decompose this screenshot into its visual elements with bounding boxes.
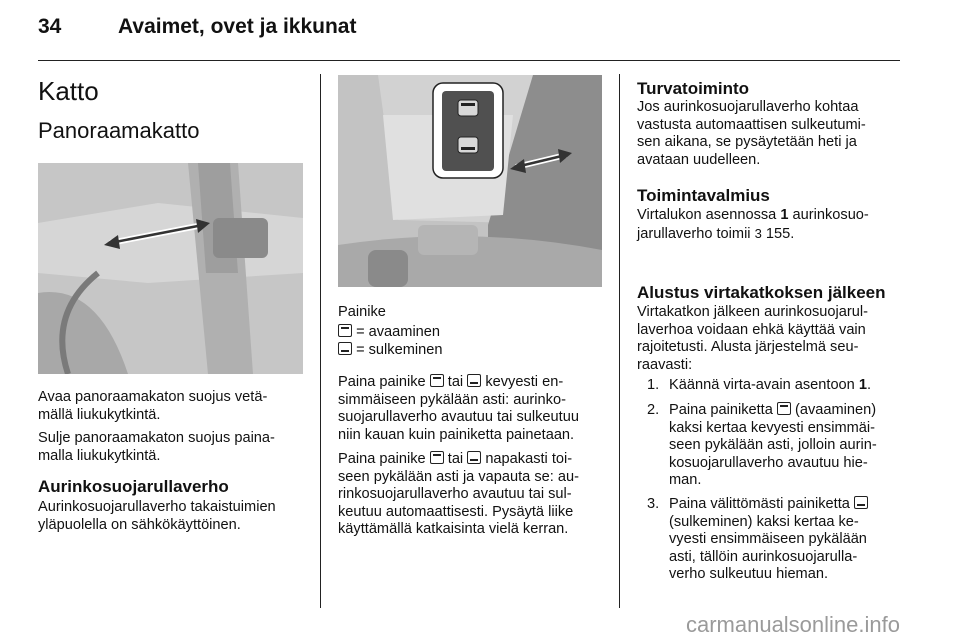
text: käyttämällä katkaisinta vielä kerran. [338,521,569,537]
text: rinkosuojarullaverho avautuu tai sul- [338,486,572,502]
column-divider-1 [320,74,321,608]
reference-arrow-icon[interactable] [755,226,762,241]
text: man. [669,472,702,488]
text: Paina välittömästi painiketta [669,496,850,512]
line: malla liukukytkintä. [38,447,161,464]
line: rajoitetusti. Alusta järjestelmä seu- [637,339,859,355]
header-rule [38,60,900,61]
paragraph-ready [637,207,907,243]
figure-caption: Painike [338,304,386,320]
legend-close-text: = sulkeminen [356,342,443,358]
text: jarullaverho toimii [637,225,751,242]
chapter-title: Avaimet, ovet ja ikkunat [118,15,357,38]
text: seen pykälään asti, jolloin aurin- [669,437,877,453]
line: vastusta automaattisen sulkeutumi- [637,116,866,133]
list-number: 1. [647,377,660,393]
list-text [669,377,909,395]
text: aurinkosuo- [792,207,869,223]
text: . [866,377,872,393]
open-button-icon [430,374,444,387]
panoramic-roof-illustration [38,163,303,374]
safety-heading: Turvatoiminto [637,79,750,98]
open-button-icon [777,402,791,415]
paragraph-init [637,304,912,374]
paragraph-open-roof [38,389,308,424]
text: kaksi kertaa kevyesti ensimmäi- [669,419,875,436]
text: asti, tällöin aurinkosuojarulla- [669,548,858,565]
text: simmäiseen pykälään asti: aurinko- [338,391,566,408]
line: Jos aurinkosuojarullaverho kohtaa [637,99,859,115]
watermark: carmanualsonline.info [685,612,900,637]
list-number: 3. [647,496,660,512]
text: niin kauan kuin painiketta painetaan. [338,426,575,443]
roof-slider-figure [38,163,303,374]
paragraph-close-roof [38,430,308,465]
text: kosuojarullaverho avautuu hie- [669,454,868,471]
text: vyesti ensimmäiseen pykälään [669,531,867,547]
reference-arrow-glyph: 3 [754,225,762,241]
line: sen aikana, se pysäytetään heti ja [637,134,857,150]
line: Aurinkosuojarullaverho takaistuimien [38,499,276,515]
text: napakasti toi- [485,451,573,467]
paragraph-sunblind [38,499,313,534]
text: Paina painike [338,451,426,467]
line: avataan uudelleen. [637,151,761,168]
column-divider-2 [619,74,620,608]
paragraph-safety [637,99,907,169]
line: raavasti: [637,356,693,373]
sunblind-open-icon [458,100,478,116]
list-number: 2. [647,402,660,418]
text: kevyesti en- [485,374,564,390]
text: Käännä virta-avain asentoon [669,377,855,393]
sunblind-button-illustration [338,75,602,287]
line: Avaa panoraamakaton suojus vetä- [38,389,268,405]
sunblind-heading: Aurinkosuojarullaverho [38,477,229,496]
close-button-icon [467,374,481,387]
open-button-icon [430,451,444,464]
close-button-icon [338,342,352,355]
legend-open [338,324,440,342]
line: Sulje panoraamakaton suojus paina- [38,430,275,446]
text: Paina painike [338,374,426,390]
line: Virtakatkon jälkeen aurinkosuojarul- [637,304,868,320]
line: laverhoa voidaan ehkä käyttää vain [637,321,866,338]
text: Virtalukon asennossa [637,207,777,223]
sunblind-figure [338,75,602,287]
text: suojarullaverho avautuu tai sulkeutuu [338,409,579,425]
text: Paina painiketta [669,402,773,418]
page-number: 34 [38,15,62,38]
legend-open-text: = avaaminen [356,324,441,340]
list-text [669,496,909,584]
subsection-heading: Panoraamakatto [38,118,200,143]
text: tai [447,374,464,390]
text: verho sulkeutuu hieman. [669,566,829,582]
page-reference: 155. [765,225,795,242]
list-text [669,402,909,490]
text: (sulkeminen) kaksi kertaa ke- [669,513,859,530]
text: tai [447,451,464,467]
line: yläpuolella on sähkökäyttöinen. [38,516,241,533]
ignition-position: 1 [858,377,867,393]
sunblind-close-icon [458,137,478,153]
line: mällä liukukytkintä. [38,406,161,423]
init-heading: Alustus virtakatkoksen jälkeen [637,283,886,302]
text: (avaaminen) [794,402,877,418]
close-button-icon [854,496,868,509]
open-button-icon [338,324,352,337]
ignition-position: 1 [780,207,789,223]
paragraph-press-lightly [338,374,613,444]
section-heading: Katto [38,76,99,106]
paragraph-press-firmly [338,451,613,539]
text: seen pykälään asti ja vapauta se: au- [338,468,579,485]
ready-heading: Toimintavalmius [637,186,770,205]
close-button-icon [467,451,481,464]
legend-close [338,342,442,360]
text: keutuu automaattisesti. Pysäytä liike [338,503,574,520]
